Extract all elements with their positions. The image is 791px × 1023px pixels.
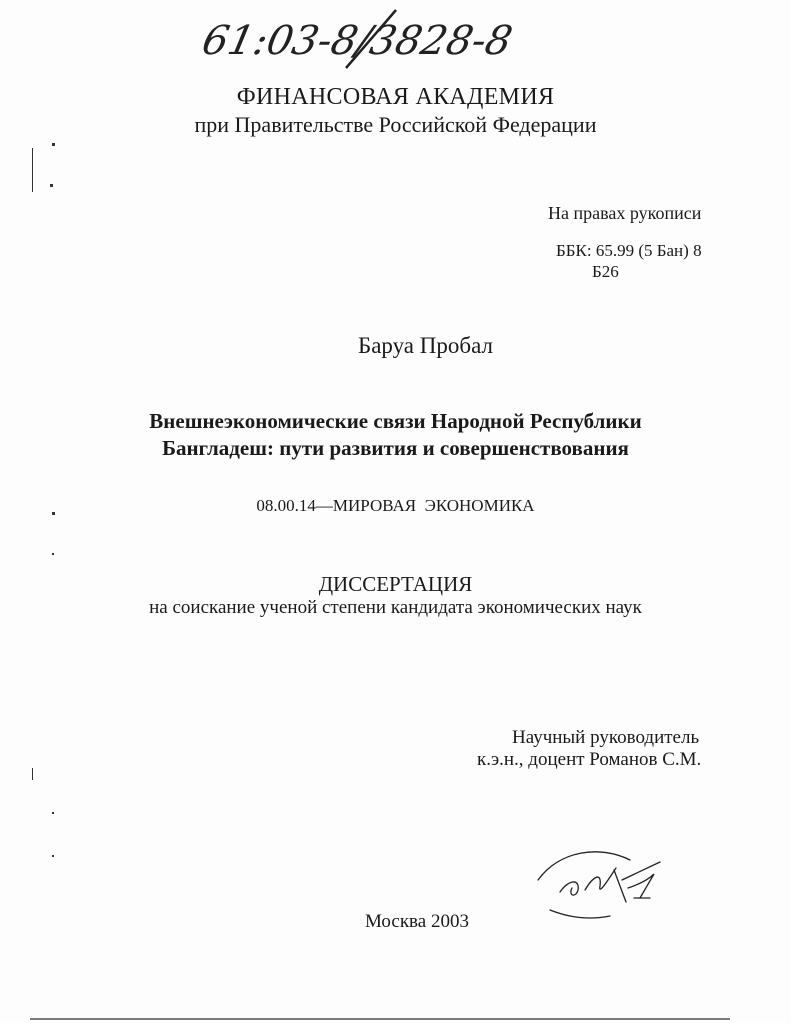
- dissertation-title-line-2: Бангладеш: пути развития и совершенствования: [162, 436, 629, 460]
- page-bottom-edge: [30, 1018, 730, 1020]
- scan-mark: [52, 855, 54, 857]
- supervisor-label: Научный руководитель: [512, 727, 700, 748]
- scan-mark: [52, 143, 55, 146]
- manuscript-rights: На правах рукописи: [548, 203, 702, 223]
- specialty-code: 08.00.14—МИРОВАЯ ЭКОНОМИКА: [256, 496, 535, 515]
- organization-subtitle: при Правительстве Российской Федерации: [194, 112, 597, 137]
- handwritten-archive-code: [196, 8, 536, 70]
- document-type: ДИССЕРТАЦИЯ: [318, 572, 473, 596]
- organization-name: ФИНАНСОВАЯ АКАДЕМИЯ: [236, 84, 555, 110]
- scan-mark: [50, 184, 53, 187]
- bbk-index: ББК: 65.99 (5 Бан) 8: [556, 241, 702, 260]
- author-mark-code: Б26: [592, 262, 619, 281]
- city-year: Москва 2003: [365, 911, 469, 932]
- supervisor-name: к.э.н., доцент Романов С.М.: [477, 749, 702, 770]
- scan-mark: [52, 812, 54, 814]
- archive-code-text: 61:03-8/3828-8: [198, 16, 517, 64]
- scan-mark: [52, 553, 54, 555]
- dissertation-title-line-1: Внешнеэкономические связи Народной Республики: [149, 409, 642, 433]
- scan-mark: [32, 148, 33, 192]
- author-name: Баруа Пробал: [358, 333, 493, 358]
- degree-description: на соискание ученой степени кандидата экономических наук: [149, 597, 642, 618]
- scan-mark: [32, 768, 33, 780]
- signature-icon: [530, 840, 680, 925]
